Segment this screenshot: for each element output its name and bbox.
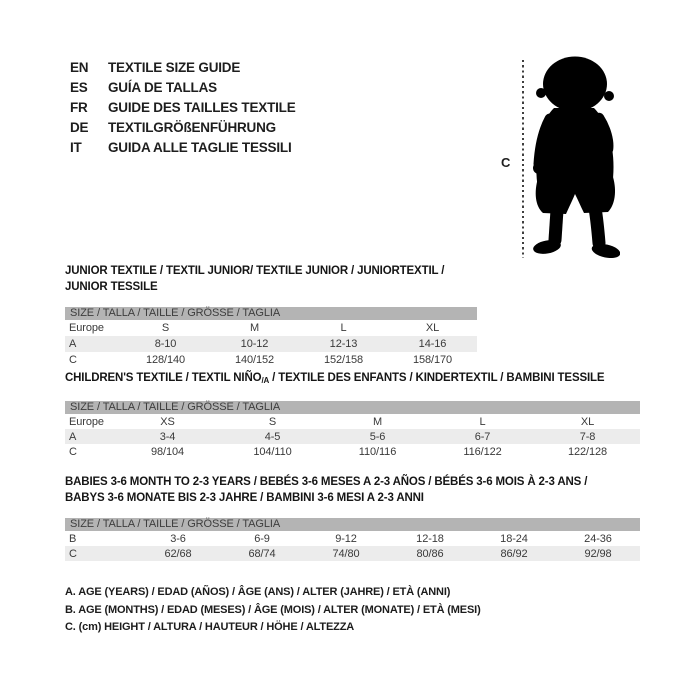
row-label: C [69, 547, 77, 560]
size-value: 6-7 [474, 430, 491, 443]
childrens-size-table [65, 370, 640, 459]
language-row [70, 78, 296, 98]
table-rows [65, 531, 640, 561]
size-value: M [372, 415, 383, 428]
language-row [70, 138, 296, 158]
size-value: 152/158 [323, 354, 364, 366]
size-value: L [479, 415, 486, 428]
size-value: 9-12 [335, 532, 357, 545]
toddler-silhouette-icon [530, 56, 620, 258]
table-row [65, 320, 477, 336]
size-value: 3-6 [170, 532, 186, 545]
size-value: 158/170 [412, 354, 453, 366]
table-title [65, 474, 640, 506]
table-title-line: BABYS 3-6 MONATE BIS 2-3 JAHRE / BAMBINI 3-6 MESI A 2-3 ANNI [65, 492, 424, 504]
table-row [65, 352, 477, 368]
language-row [70, 98, 296, 118]
footnote-line: A. AGE (YEARS) / EDAD (AÑOS) / ÂGE (ANS) / ALTER (JAHRE) / ETÀ (ANNI) [65, 586, 451, 598]
junior-size-table [65, 263, 477, 368]
size-value: 7-8 [579, 430, 596, 443]
language-label: GUIDE DES TAILLES TEXTILE [108, 100, 296, 115]
table-title [65, 263, 477, 295]
size-value: S [161, 322, 170, 334]
row-label: C [69, 354, 77, 366]
size-value: 3-4 [159, 430, 176, 443]
size-value: 14-16 [418, 338, 447, 350]
language-code: EN [70, 60, 89, 75]
table-title-line: CHILDREN'S TEXTILE / TEXTIL $NIÑO_{/A}$ / TEXTILE DES ENFANTS / KINDERTEXTIL / BAMBINI TESSILE [65, 372, 605, 385]
row-label: B [69, 532, 77, 545]
language-label: TEXTILE SIZE GUIDE [108, 60, 241, 75]
table-title [65, 370, 640, 389]
size-value: XL [580, 415, 595, 428]
language-code: FR [70, 100, 88, 115]
size-value: 12-18 [416, 532, 444, 545]
language-label: GUÍA DE TALLAS [108, 80, 217, 95]
size-value: 62/68 [164, 547, 192, 560]
size-value: 74/80 [332, 547, 360, 560]
size-value: 128/140 [145, 354, 186, 366]
size-value: XS [160, 415, 175, 428]
size-value: 104/110 [253, 445, 292, 458]
height-measure-dotted-line [522, 60, 524, 258]
size-value: 98/104 [150, 445, 185, 458]
size-value: 18-24 [500, 532, 528, 545]
size-value: S [268, 415, 277, 428]
size-value: 8-10 [154, 338, 177, 350]
language-label: TEXTILGRÖßENFÜHRUNG [108, 120, 276, 135]
row-label: Europe [69, 322, 104, 334]
size-value: L [340, 322, 347, 334]
size-value: 140/152 [234, 354, 275, 366]
language-code: IT [70, 140, 82, 155]
size-value: 86/92 [500, 547, 528, 560]
babies-size-table [65, 474, 640, 561]
size-header-band: SIZE / TALLA / TAILLE / GRÖSSE / TAGLIA [65, 518, 640, 531]
row-label: C [69, 445, 77, 458]
legend-footnotes [65, 584, 481, 637]
height-marker-label: C [501, 155, 511, 170]
table-title-line: BABIES 3-6 MONTH TO 2-3 YEARS / BEBÉS 3-6 MESES A 2-3 AÑOS / BÉBÉS 3-6 MOIS À 2-3 ANS / [65, 476, 588, 488]
table-row [65, 336, 477, 352]
table-row [65, 546, 640, 561]
size-value: XL [425, 322, 440, 334]
language-title-block [70, 58, 296, 158]
table-title-line: JUNIOR TEXTILE / TEXTIL JUNIOR/ TEXTILE JUNIOR / JUNIORTEXTIL / JUNIOR TESSILE [65, 265, 445, 293]
footnote-line: C. (cm) HEIGHT / ALTURA / HAUTEUR / HÖHE / ALTEZZA [65, 621, 355, 633]
row-label: A [69, 338, 77, 350]
size-value: 110/116 [358, 445, 397, 458]
row-label: Europe [69, 415, 104, 428]
size-value: 5-6 [369, 430, 386, 443]
size-value: 80/86 [416, 547, 444, 560]
table-rows [65, 414, 640, 459]
size-value: 68/74 [248, 547, 276, 560]
size-value: 122/128 [567, 445, 608, 458]
size-value: 12-13 [329, 338, 358, 350]
size-value: M [249, 322, 260, 334]
table-rows [65, 320, 477, 368]
size-header-band: SIZE / TALLA / TAILLE / GRÖSSE / TAGLIA [65, 401, 640, 414]
size-value: 116/122 [463, 445, 502, 458]
size-header-band: SIZE / TALLA / TAILLE / GRÖSSE / TAGLIA [65, 307, 477, 320]
size-value: 24-36 [584, 532, 612, 545]
size-value: 10-12 [240, 338, 269, 350]
table-row [65, 531, 640, 546]
language-row [70, 58, 296, 78]
size-value: 4-5 [264, 430, 281, 443]
footnote-line: B. AGE (MONTHS) / EDAD (MESES) / ÂGE (MOIS) / ALTER (MONATE) / ETÀ (MESI) [65, 603, 481, 616]
size-value: 92/98 [584, 547, 612, 560]
language-code: DE [70, 120, 89, 135]
language-code: ES [70, 80, 88, 95]
table-row [65, 429, 640, 444]
row-label: A [69, 430, 77, 443]
language-label: GUIDA ALLE TAGLIE TESSILI [108, 140, 292, 155]
table-row [65, 414, 640, 429]
language-row [70, 118, 296, 138]
table-row [65, 444, 640, 459]
size-value: 6-9 [254, 532, 270, 545]
